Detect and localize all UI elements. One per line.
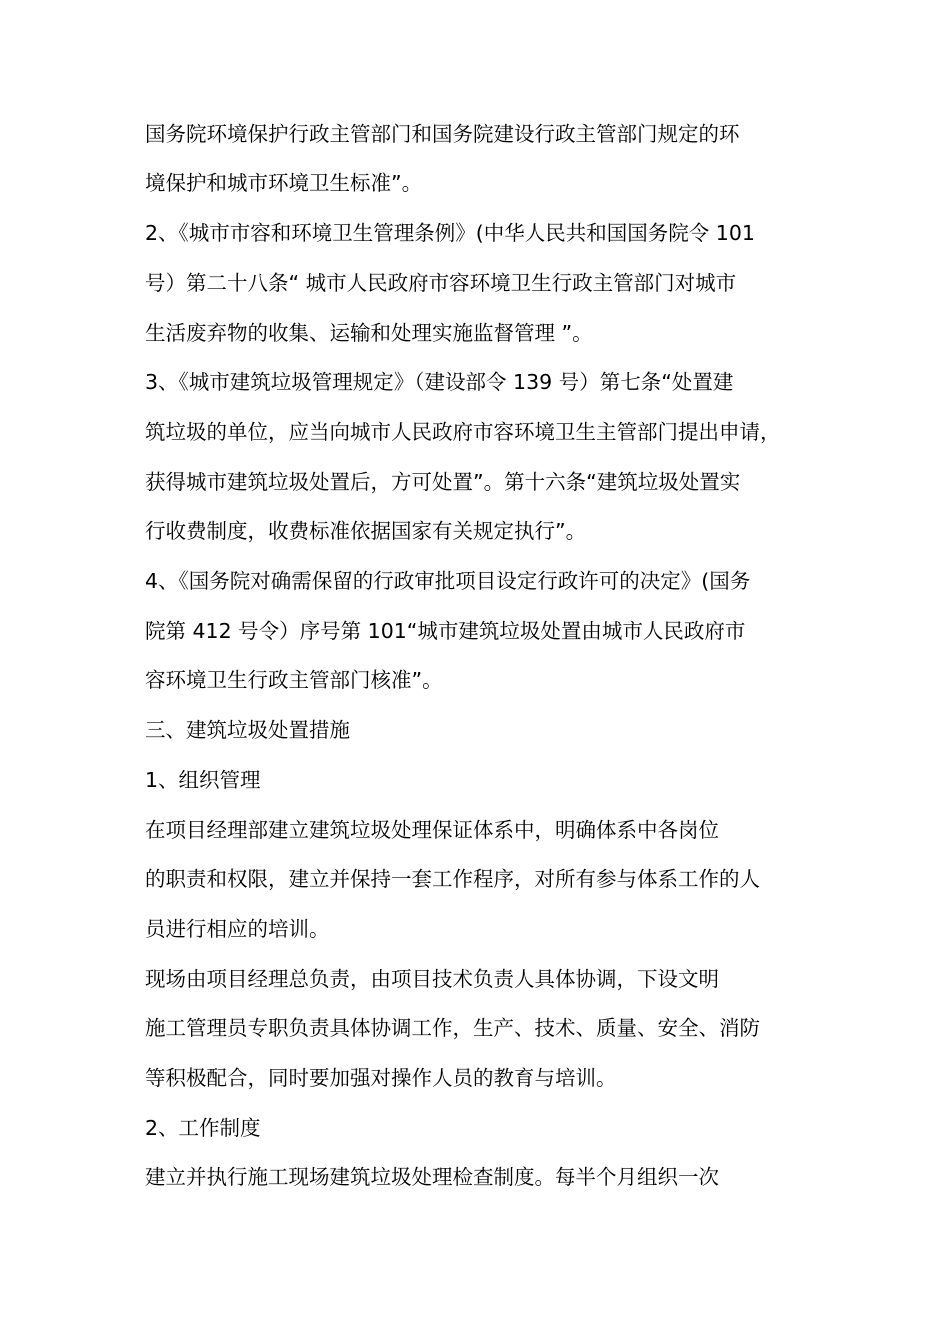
text-line: 院第 412 号令）序号第 101“城市建筑垃圾处置由城市人民政府市 (145, 619, 746, 643)
text-line: 现场由项目经理总负责，由项目技术负责人具体协调，下设文明 (145, 967, 719, 991)
text-line: 2、《城市市容和环境卫生管理条例》(中华人民共和国国务院令 101 (145, 221, 755, 245)
text-line: 等积极配合，同时要加强对操作人员的教育与培训。 (145, 1066, 617, 1090)
text-line: 3、《城市建筑垃圾管理规定》（建设部令 139 号）第七条“处置建 (145, 370, 734, 394)
text-line: 国务院环境保护行政主管部门和国务院建设行政主管部门规定的环 (145, 122, 740, 146)
text-line: 获得城市建筑垃圾处置后，方可处置”。第十六条“建筑垃圾处置实 (145, 470, 741, 494)
text-line: 境保护和城市环境卫生标准”。 (145, 171, 423, 195)
text-line: 的职责和权限，建立并保持一套工作程序，对所有参与体系工作的人 (145, 867, 760, 891)
subsection-heading: 1、组织管理 (145, 768, 261, 792)
text-line: 建立并执行施工现场建筑垃圾处理检查制度。每半个月组织一次 (145, 1165, 719, 1189)
text-line: 员进行相应的培训。 (145, 917, 330, 941)
section-heading: 三、建筑垃圾处置措施 (145, 718, 350, 742)
text-line: 号）第二十八条“ 城市人民政府市容环境卫生行政主管部门对城市 (145, 271, 737, 295)
text-line: 容环境卫生行政主管部门核准”。 (145, 668, 443, 692)
subsection-heading: 2、工作制度 (145, 1116, 261, 1140)
text-line: 行收费制度，收费标准依据国家有关规定执行”。 (145, 519, 587, 543)
text-line: 生活废弃物的收集、运输和处理实施监督管理 ”。 (145, 321, 593, 345)
text-line: 4、《国务院对确需保留的行政审批项目设定行政许可的决定》(国务 (145, 569, 751, 593)
text-line: 在项目经理部建立建筑垃圾处理保证体系中，明确体系中各岗位 (145, 818, 719, 842)
text-line: 筑垃圾的单位，应当向城市人民政府市容环境卫生主管部门提出申请， (145, 420, 781, 444)
text-line: 施工管理员专职负责具体协调工作，生产、技术、质量、安全、消防 (145, 1016, 760, 1040)
